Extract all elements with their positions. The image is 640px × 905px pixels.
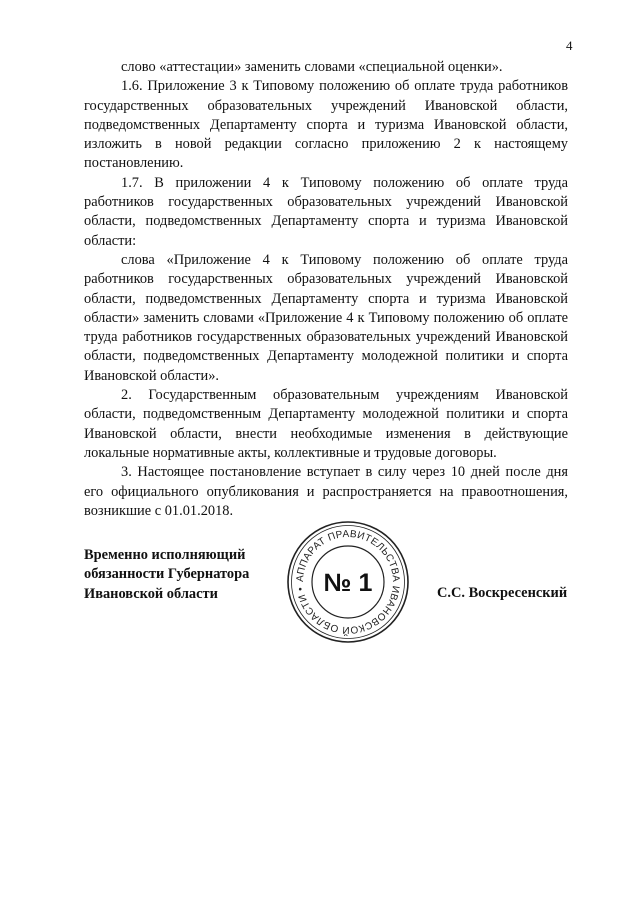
paragraph-word-replacement: слово «аттестации» заменить словами «специальной оценки».: [121, 59, 503, 75]
stamp-ring-text: АППАРАТ ПРАВИТЕЛЬСТВА ИВАНОВСКОЙ ОБЛАСТИ •: [294, 528, 402, 636]
paragraph-1-6: 1.6. Приложение 3 к Типовому положению об оплате труда работников государственных образовательных учреждений Ивановской области, подведомственных Департаменту спорта и туризма Ивановской области, изложить в новой редакции согласно приложению 2 к настоящему постановлению.: [84, 78, 568, 172]
stamp-seal-icon: [283, 517, 413, 647]
paragraph-1-7: 1.7. В приложении 4 к Типовому положению об оплате труда работников государственных образовательных учреждений Ивановской области, подведомственных Департаменту спорта и туризма Ивановской области:: [84, 174, 568, 249]
signatory-position-line: Временно исполняющий: [84, 547, 246, 563]
signatory-name: С.С. Воскресенский: [437, 585, 568, 601]
signatory-position-line: Ивановской области: [84, 585, 218, 602]
document-body: [84, 58, 568, 521]
stamp-number: № 1: [323, 569, 373, 597]
paragraph-words-replacement: слова «Приложение 4 к Типовому положению об оплате труда работников государственных образовательных учреждений Ивановской области, подведомственных Департаменту спорта и туризма Ивановской области» заменить словами «Приложение 4 к Типовому положению об оплате труда работников государственных образовательных учреждений Ивановской области, подведомственных Департаменту молодежной политики и спорта Ивановской области».: [84, 251, 568, 384]
paragraph-2: 2. Государственным образовательным учреждениям Ивановской области, подведомственным Департаменту молодежной политики и спорта Ивановской области, внести необходимые изменения в действующие локальные нормативные акты, коллективные и трудовые договоры.: [84, 387, 568, 461]
signatory-position-line: обязанности Губернатора: [84, 566, 250, 583]
official-stamp: [283, 517, 413, 647]
paragraph-3: 3. Настоящее постановление вступает в силу через 10 дней после дня его официального опубликования и распространяется на правоотношения, возникшие с 01.01.2018.: [84, 464, 568, 519]
page-number: 4: [566, 38, 573, 53]
signatory-position: [84, 546, 284, 604]
